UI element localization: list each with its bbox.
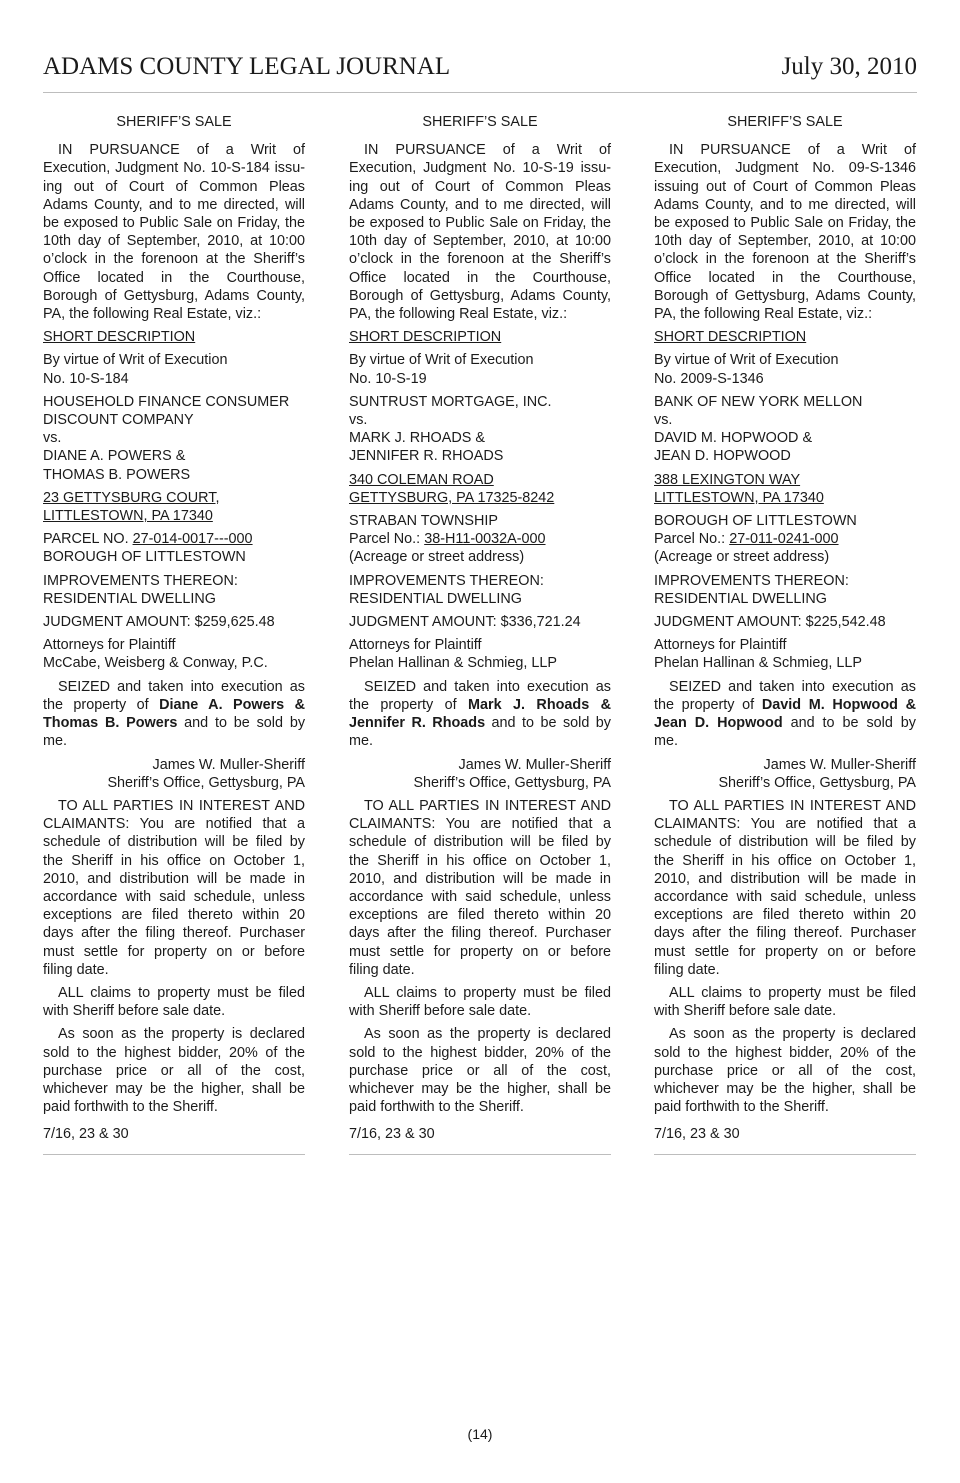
notice-intro: IN PURSUANCE of a Writ of Execution, Judgment No. 10-S-184 issuing out of Court of Common Pleas Adams County, and to me directed, will be exposed to Public Sale on Friday, the 10th day of September, 2010, at 10:00 o’clock in the forenoon at the Sheriff’s Office located in the Courthouse, Borough of Gettysburg, Adams County, PA, the following Real Estate, viz.: bbox=[43, 142, 305, 323]
defendant-line: MARK J. RHOADS & bbox=[349, 430, 485, 447]
attorneys-block bbox=[43, 636, 305, 672]
notice-column bbox=[349, 111, 611, 1155]
improvements-block bbox=[654, 572, 916, 608]
parcel-block bbox=[43, 530, 305, 566]
parcel-line bbox=[654, 530, 916, 548]
sheriff-signature bbox=[43, 756, 305, 792]
sheriff-name: James W. Muller-Sheriff bbox=[458, 756, 611, 773]
parties-block bbox=[349, 393, 611, 466]
seized-statement bbox=[654, 678, 916, 751]
address-line: 388 LEXINGTON WAY bbox=[654, 471, 801, 488]
parcel-label: Parcel No.: bbox=[349, 531, 425, 548]
attorneys-block bbox=[654, 636, 916, 672]
parcel-block bbox=[349, 512, 611, 567]
parcel-number: 38-H11-0032A-000 bbox=[424, 531, 546, 548]
sheriff-office: Sheriff’s Office, Gettysburg, PA bbox=[718, 774, 916, 791]
writ-number: No. 10-S-184 bbox=[43, 370, 129, 387]
attorneys-label: Attorneys for Plaintiff bbox=[349, 637, 482, 654]
claims-notice: ALL claims to property must be filed with Sheriff before sale date. bbox=[654, 984, 916, 1020]
seized-prefix: SEIZED and taken into execution as the property of bbox=[654, 678, 916, 713]
sheriff-office: Sheriff’s Office, Gettysburg, PA bbox=[413, 774, 611, 791]
parcel-label: Parcel No.: bbox=[654, 531, 730, 548]
address-line: LITTLESTOWN, PA 17340 bbox=[654, 489, 824, 506]
seized-suffix: and to be sold by me. bbox=[654, 715, 917, 750]
payment-notice: As soon as the property is declared sold to the highest bidder, 20% of the purchase price or all of the cost, whichever may be the higher, shall be paid forthwith to the Sheriff. bbox=[349, 1026, 611, 1116]
writ-block bbox=[654, 351, 916, 387]
parties-in-interest-notice: TO ALL PARTIES IN INTEREST AND CLAIMANTS: You are notified that a schedule of distribution will be filed by the Sheriff in his office on October 1, 2010, and distribution will be made in accordance with said schedule, unless exceptions are filed thereto within 20 days after the filing thereof. Purchaser must settle for property on or before filing date. bbox=[349, 797, 611, 978]
seized-prefix: SEIZED and taken into execution as the property of bbox=[349, 678, 611, 713]
address-line: LITTLESTOWN, PA 17340 bbox=[43, 508, 213, 525]
payment-notice: As soon as the property is declared sold to the highest bidder, 20% of the purchase price or all of the cost, whichever may be the higher, shall be paid forthwith to the Sheriff. bbox=[654, 1026, 916, 1116]
sheriff-signature bbox=[349, 756, 611, 792]
seized-suffix: and to be sold by me. bbox=[43, 715, 306, 750]
notice-divider bbox=[654, 1154, 916, 1155]
property-address bbox=[654, 471, 916, 507]
municipality: BOROUGH OF LITTLESTOWN bbox=[43, 549, 246, 566]
property-address bbox=[349, 471, 611, 507]
parcel-block bbox=[654, 512, 916, 567]
parcel-line bbox=[43, 530, 305, 548]
attorneys-block bbox=[349, 636, 611, 672]
improvements-block bbox=[43, 572, 305, 608]
improvements-value: RESIDENTIAL DWELLING bbox=[43, 590, 216, 607]
sheriff-office: Sheriff’s Office, Gettysburg, PA bbox=[107, 774, 305, 791]
page-header bbox=[43, 52, 917, 93]
sheriff-signature bbox=[654, 756, 916, 792]
seized-suffix: and to be sold by me. bbox=[349, 715, 612, 750]
versus-text: vs. bbox=[654, 412, 673, 429]
issue-date: July 30, 2010 bbox=[781, 53, 917, 80]
writ-number: No. 10-S-19 bbox=[349, 370, 427, 387]
short-description-label: SHORT DESCRIPTION bbox=[349, 329, 502, 346]
seized-owner-names: David M. Hopwood & Jean D. Hopwood bbox=[654, 696, 916, 732]
attorneys-firm: Phelan Hallinan & Schmieg, LLP bbox=[654, 655, 862, 672]
short-description-label: SHORT DESCRIPTION bbox=[654, 329, 807, 346]
notice-heading: SHERIFF’S SALE bbox=[116, 114, 232, 130]
payment-notice: As soon as the property is declared sold to the highest bidder, 20% of the purchase price or all of the cost, whichever may be the higher, shall be paid forthwith to the Sheriff. bbox=[43, 1026, 305, 1116]
attorneys-label: Attorneys for Plaintiff bbox=[654, 637, 787, 654]
claims-notice: ALL claims to property must be filed with Sheriff before sale date. bbox=[349, 984, 611, 1020]
acreage-note: (Acreage or street address) bbox=[349, 549, 525, 566]
publication-dates: 7/16, 23 & 30 bbox=[349, 1126, 435, 1143]
plaintiff-line: BANK OF NEW YORK MELLON bbox=[654, 393, 863, 410]
parties-in-interest-notice: TO ALL PARTIES IN INTEREST AND CLAIMANTS: You are notified that a schedule of distribution will be filed by the Sheriff in his office on October 1, 2010, and distribution will be made in accordance with said schedule, unless exceptions are filed thereto within 20 days after the filing thereof. Purchaser must settle for property on or before filing date. bbox=[43, 797, 305, 978]
plaintiff-line: SUNTRUST MORTGAGE, INC. bbox=[349, 393, 552, 410]
notice-divider bbox=[349, 1154, 611, 1155]
plaintiff-line: HOUSEHOLD FINANCE CONSUMER bbox=[43, 393, 290, 410]
attorneys-firm: Phelan Hallinan & Schmieg, LLP bbox=[349, 655, 557, 672]
improvements-block bbox=[349, 572, 611, 608]
parcel-number: 27-011-0241-000 bbox=[729, 531, 839, 548]
improvements-label: IMPROVEMENTS THEREON: bbox=[349, 572, 544, 589]
property-address bbox=[43, 489, 305, 525]
seized-statement bbox=[349, 678, 611, 751]
sheriff-name: James W. Muller-Sheriff bbox=[763, 756, 916, 773]
judgment-amount: JUDGMENT AMOUNT: $259,625.48 bbox=[43, 614, 275, 631]
acreage-note: (Acreage or street address) bbox=[654, 549, 830, 566]
parties-block bbox=[43, 393, 305, 484]
writ-block bbox=[349, 351, 611, 387]
defendant-line: JEAN D. HOPWOOD bbox=[654, 448, 791, 465]
claims-notice: ALL claims to property must be filed with Sheriff before sale date. bbox=[43, 984, 305, 1020]
publication-dates: 7/16, 23 & 30 bbox=[654, 1126, 740, 1143]
defendant-line: JENNIFER R. RHOADS bbox=[349, 448, 504, 465]
parties-block bbox=[654, 393, 916, 466]
notice-heading: SHERIFF’S SALE bbox=[422, 114, 538, 130]
municipality: BOROUGH OF LITTLESTOWN bbox=[654, 513, 857, 530]
seized-prefix: SEIZED and taken into execution as the property of bbox=[43, 678, 305, 713]
writ-block bbox=[43, 351, 305, 387]
improvements-label: IMPROVEMENTS THEREON: bbox=[43, 572, 238, 589]
notice-heading: SHERIFF’S SALE bbox=[727, 114, 843, 130]
parcel-line bbox=[349, 530, 611, 548]
address-line: 340 COLEMAN ROAD bbox=[349, 471, 494, 488]
judgment-amount: JUDGMENT AMOUNT: $336,721.24 bbox=[349, 614, 581, 631]
defendant-line: DIANE A. POWERS & bbox=[43, 448, 186, 465]
address-line: 23 GETTYSBURG COURT, bbox=[43, 489, 220, 506]
seized-statement bbox=[43, 678, 305, 751]
parcel-label: PARCEL NO. bbox=[43, 531, 133, 548]
sheriff-name: James W. Muller-Sheriff bbox=[152, 756, 305, 773]
seized-owner-names: Mark J. Rhoads & Jennifer R. Rhoads bbox=[349, 696, 611, 732]
notice-divider bbox=[43, 1154, 305, 1155]
plaintiff-line: DISCOUNT COMPANY bbox=[43, 412, 194, 429]
page-number: (14) bbox=[467, 1426, 493, 1442]
notice-intro: IN PURSUANCE of a Writ of Execution, Judgment No. 10-S-19 issuing out of Court of Common Pleas Adams County, and to me directed, will be exposed to Public Sale on Friday, the 10th day of September, 2010, at 10:00 o’clock in the forenoon at the Sheriff’s Office located in the Courthouse, Borough of Gettysburg, Adams County, PA, the following Real Estate, viz.: bbox=[349, 142, 611, 323]
seized-owner-names: Diane A. Powers & Thomas B. Powers bbox=[43, 696, 306, 732]
judgment-amount: JUDGMENT AMOUNT: $225,542.48 bbox=[654, 614, 886, 631]
writ-line: By virtue of Writ of Execution bbox=[349, 352, 534, 369]
parties-in-interest-notice: TO ALL PARTIES IN INTEREST AND CLAIMANTS: You are notified that a schedule of distribution will be filed by the Sheriff in his office on October 1, 2010, and distribution will be made in accordance with said schedule, unless exceptions are filed thereto within 20 days after the filing thereof. Purchaser must settle for property on or before filing date. bbox=[654, 797, 916, 978]
short-description-label: SHORT DESCRIPTION bbox=[43, 329, 196, 346]
writ-line: By virtue of Writ of Execution bbox=[43, 352, 228, 369]
notice-column bbox=[43, 111, 305, 1155]
versus-text: vs. bbox=[43, 430, 62, 447]
writ-number: No. 2009-S-1346 bbox=[654, 370, 764, 387]
journal-title: ADAMS COUNTY LEGAL JOURNAL bbox=[43, 53, 451, 80]
municipality: STRABAN TOWNSHIP bbox=[349, 513, 498, 530]
defendant-line: DAVID M. HOPWOOD & bbox=[654, 430, 813, 447]
address-line: GETTYSBURG, PA 17325-8242 bbox=[349, 489, 555, 506]
defendant-line: THOMAS B. POWERS bbox=[43, 466, 191, 483]
notice-column bbox=[654, 111, 916, 1155]
versus-text: vs. bbox=[349, 412, 368, 429]
writ-line: By virtue of Writ of Execution bbox=[654, 352, 839, 369]
improvements-label: IMPROVEMENTS THEREON: bbox=[654, 572, 849, 589]
publication-dates: 7/16, 23 & 30 bbox=[43, 1126, 129, 1143]
attorneys-firm: McCabe, Weisberg & Conway, P.C. bbox=[43, 655, 268, 672]
parcel-number: 27-014-0017---000 bbox=[132, 531, 253, 548]
notice-intro: IN PURSUANCE of a Writ of Execution, Judgment No. 09-S-1346 issuing out of Court of Common Pleas Adams County, and to me directed, will be exposed to Public Sale on Friday, the 10th day of September, 2010, at 10:00 o’clock in the forenoon at the Sheriff’s Office located in the Courthouse, Borough of Gettysburg, Adams County, PA, the following Real Estate, viz.: bbox=[654, 142, 916, 323]
improvements-value: RESIDENTIAL DWELLING bbox=[654, 590, 827, 607]
improvements-value: RESIDENTIAL DWELLING bbox=[349, 590, 522, 607]
attorneys-label: Attorneys for Plaintiff bbox=[43, 637, 176, 654]
